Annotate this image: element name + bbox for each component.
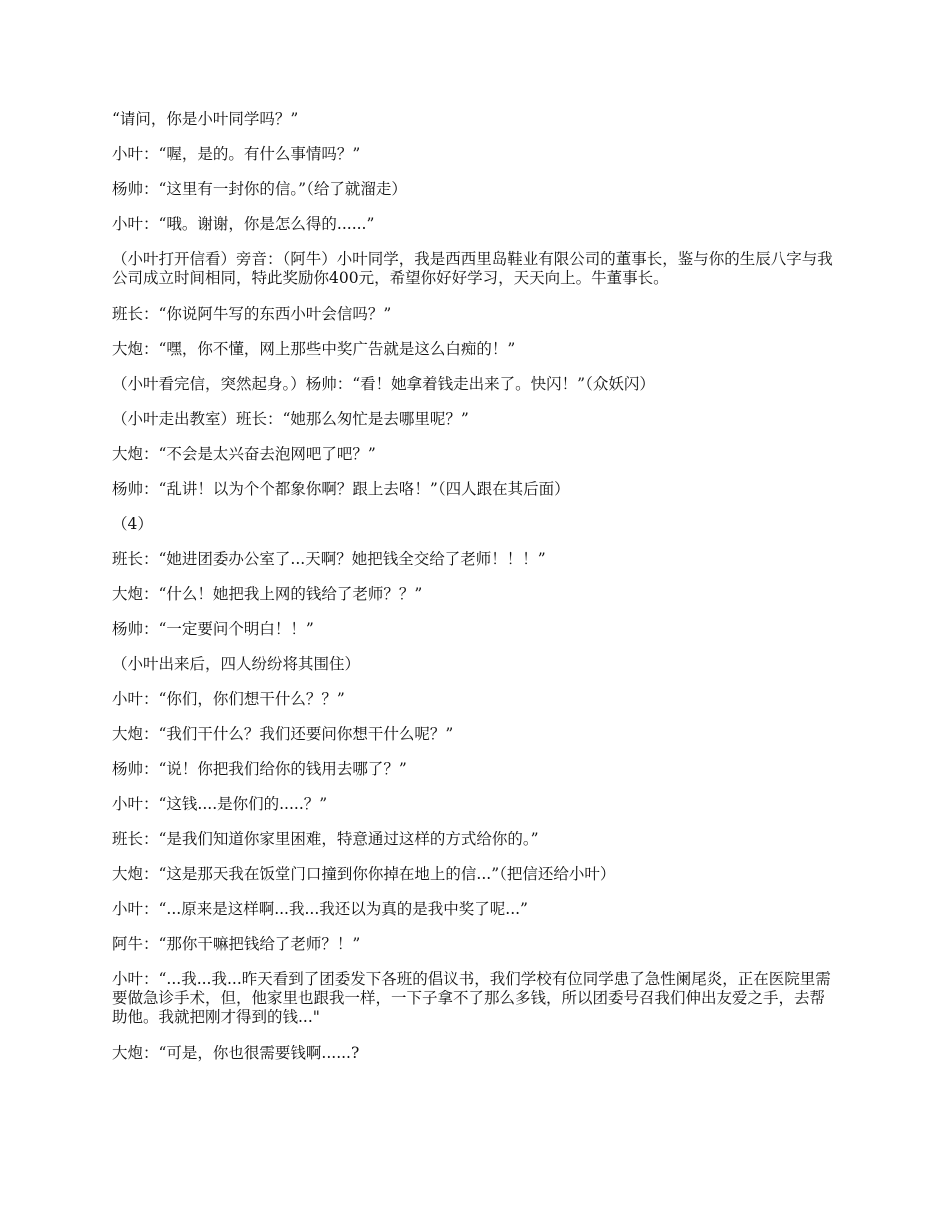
paragraph: 阿牛：“那你干嘛把钱给了老师？！” <box>112 935 361 953</box>
document-body <box>112 110 840 1079</box>
paragraph: 班长：“是我们知道你家里困难，特意通过这样的方式给你的。” <box>112 830 539 848</box>
paragraph: 大炮：“我们干什么？我们还要问你想干什么呢？” <box>112 725 454 743</box>
paragraph: 大炮：“不会是太兴奋去泡网吧了吧？” <box>112 445 376 463</box>
paragraph: 杨帅：“说！你把我们给你的钱用去哪了？” <box>112 760 407 778</box>
paragraph: 杨帅：“一定要问个明白！！” <box>112 620 314 638</box>
paragraph: 班长：“你说阿牛写的东西小叶会信吗？” <box>112 305 392 323</box>
paragraph: 大炮：“什么！她把我上网的钱给了老师？？” <box>112 585 423 603</box>
paragraph: 小叶：“哦。谢谢，你是怎么得的......” <box>112 215 375 233</box>
paragraph: 小叶：“...我...我...昨天看到了团委发下各班的倡议书，我们学校有位同学患了急性阑尾炎，正在医院里需要做急诊手术，但，他家里也跟我一样，一下子拿不了那么多钱，所以团委号召我们伸出友爱之手，去帮助他。我就把刚才得到的钱..." <box>112 970 831 1026</box>
paragraph: 小叶：“...原来是这样啊...我...我还以为真的是我中奖了呢...” <box>112 900 528 918</box>
paragraph: 小叶：“喔，是的。有什么事情吗？” <box>112 145 361 163</box>
paragraph: （小叶看完信，突然起身。）杨帅：“看！她拿着钱走出来了。快闪！”（众妖闪） <box>112 375 655 393</box>
paragraph: 大炮：“这是那天我在饭堂门口撞到你你掉在地上的信...”（把信还给小叶） <box>112 865 616 883</box>
paragraph: 小叶：“这钱....是你们的.....？” <box>112 795 328 813</box>
paragraph: 大炮：“可是，你也很需要钱啊......? <box>112 1044 360 1062</box>
paragraph: 杨帅：“乱讲！以为个个都象你啊？跟上去咯！”（四人跟在其后面） <box>112 480 570 498</box>
section-number: （4） <box>112 515 153 533</box>
paragraph: 大炮：“嘿，你不懂，网上那些中奖广告就是这么白痴的！” <box>112 340 516 358</box>
paragraph: 班长：“她进团委办公室了...天啊？她把钱全交给了老师！！！” <box>112 550 546 568</box>
paragraph: 小叶：“你们，你们想干什么？？” <box>112 690 345 708</box>
paragraph: （小叶出来后，四人纷纷将其围住） <box>112 655 361 673</box>
paragraph: （小叶走出教室）班长：“她那么匆忙是去哪里呢？” <box>112 410 469 428</box>
paragraph: （小叶打开信看）旁音：（阿牛）小叶同学，我是西西里岛鞋业有限公司的董事长，鉴与你的生辰八字与我公司成立时间相同，特此奖励你400元，希望你好好学习，天天向上。牛董事长。 <box>112 250 833 287</box>
paragraph: “请问，你是小叶同学吗？” <box>112 110 299 128</box>
paragraph: 杨帅：“这里有一封你的信。”（给了就溜走） <box>112 180 407 198</box>
